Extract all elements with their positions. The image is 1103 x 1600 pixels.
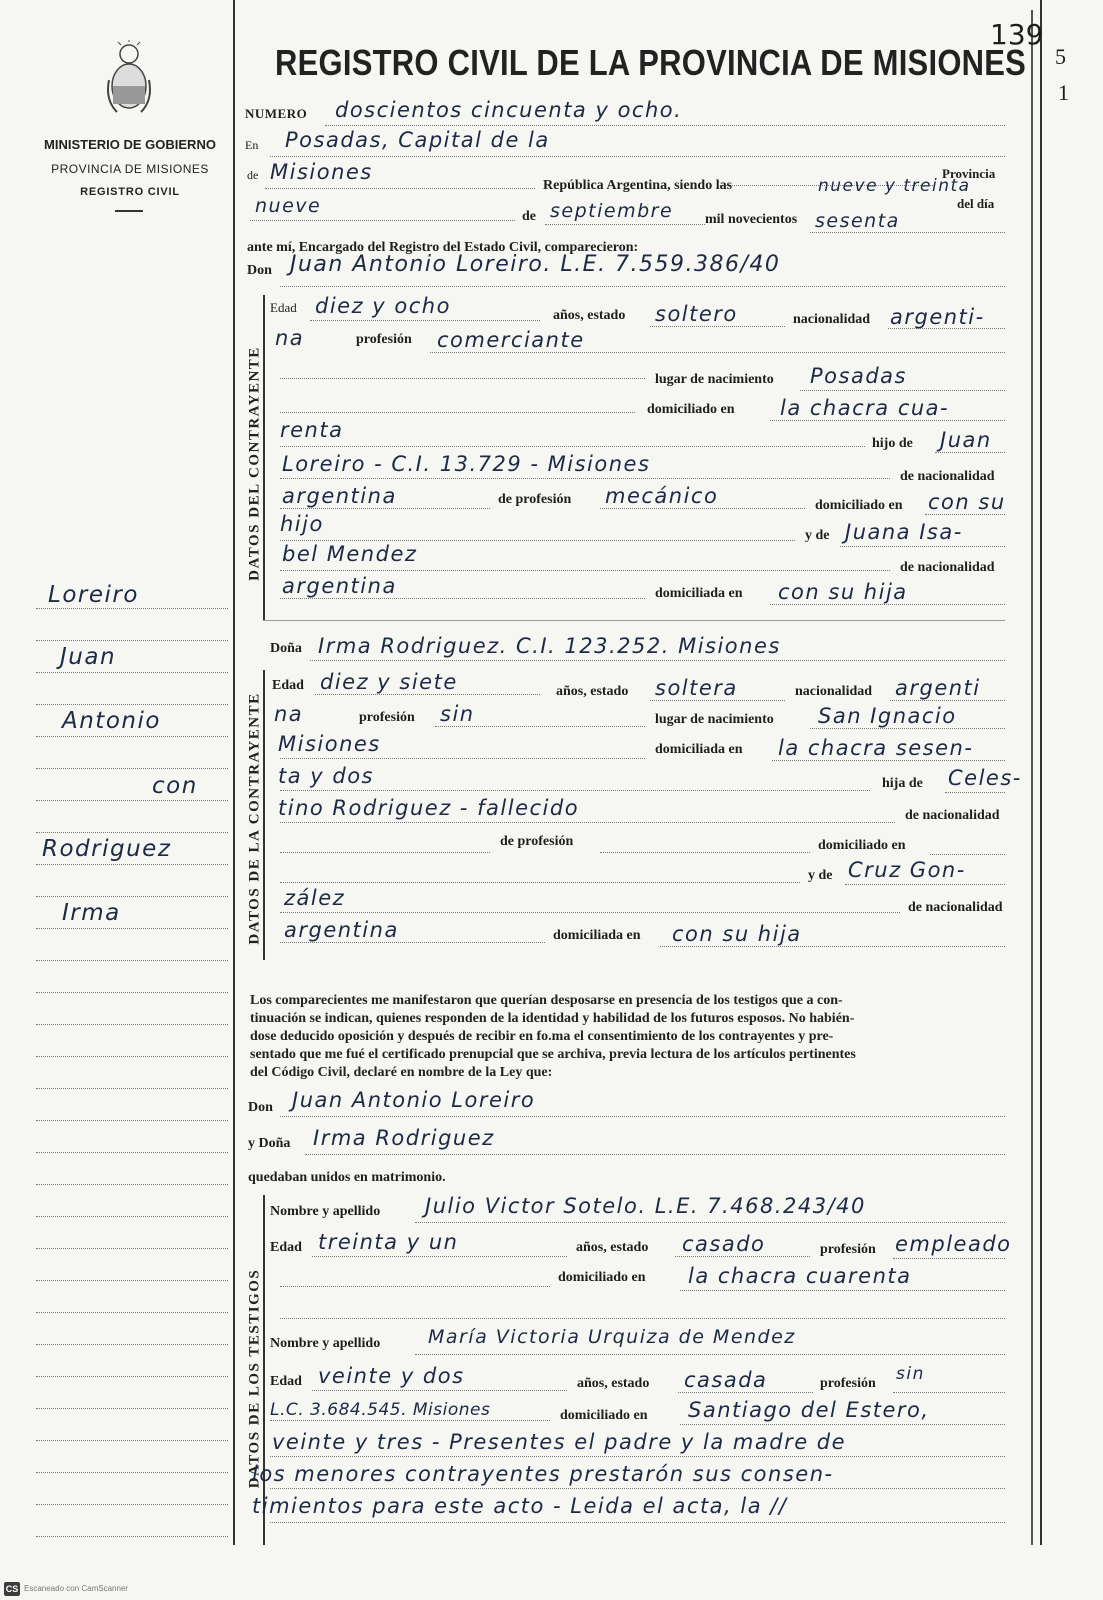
t1-edad-value: treinta y un — [318, 1230, 459, 1254]
novio-value: Juan Antonio Loreiro. L.E. 7.559.386/40 — [290, 252, 781, 277]
don-label: Don — [247, 263, 272, 278]
nota-line-2: los menores contrayentes prestarón sus consen- — [252, 1462, 834, 1486]
t2-dom-value: Santiago del Estero, — [688, 1398, 930, 1422]
paragraph-line-3: dose deducido oposición y después de recibir en fo.ma el consentimiento de los contrayentes y pre- — [250, 1029, 834, 1044]
page-number-right: 5 — [1055, 44, 1066, 69]
t1-nombre-label: Nombre y apellido — [270, 1204, 381, 1219]
padre2-b-value: tino Rodriguez - fallecido — [278, 796, 580, 820]
margin-dotted-line — [36, 992, 228, 993]
margin-name-con: con — [152, 773, 198, 799]
madre-a-value: Juana Isa- — [845, 520, 963, 544]
margin-dotted-line — [36, 1504, 228, 1505]
page-number-right-2: 1 — [1058, 80, 1069, 105]
margin-dotted-line — [36, 864, 228, 865]
novia-value: Irma Rodriguez. C.I. 123.252. Misiones — [318, 634, 781, 658]
margin-dotted-line — [36, 768, 228, 769]
t2-doc-value: L.C. 3.684.545. Misiones — [270, 1400, 491, 1420]
novio-prof-value: comerciante — [437, 328, 585, 352]
margin-dotted-line — [36, 800, 228, 801]
margin-dotted-line — [36, 1312, 228, 1313]
provincia-value: Misiones — [270, 160, 373, 184]
margin-dotted-line — [36, 928, 228, 929]
margin-dotted-line — [36, 1536, 228, 1537]
en-label: En — [245, 138, 259, 152]
novia-lugar-label: lugar de nacimiento — [655, 712, 774, 727]
novio-nac-label: nacionalidad — [793, 312, 871, 327]
margin-dotted-line — [36, 1184, 228, 1185]
margin-name-loreiro: Loreiro — [48, 582, 139, 608]
t2-prof-value: sin — [896, 1364, 925, 1384]
paragraph-line-2: tinuación se indican, quienes responden de la identidad y habilidad de los futuros esposos. No habién- — [250, 1011, 855, 1026]
hora-value: nueve y treinta — [818, 176, 971, 196]
margin-dotted-line — [36, 1120, 228, 1121]
t2-estado-value: casada — [684, 1368, 768, 1392]
camscanner-badge: CS — [5, 1584, 19, 1594]
margin-dotted-line — [36, 960, 228, 961]
madre-nac-label: de nacionalidad — [900, 560, 995, 575]
novio-dom-label: domiciliado en — [647, 402, 735, 417]
novia-lugar-b-value: Misiones — [278, 732, 381, 756]
novio-nac-b-value: na — [275, 326, 305, 350]
madre2-dom-value: con su hija — [672, 922, 802, 946]
y-dona-label: y Doña — [248, 1136, 291, 1151]
madre-dom-value: con su hija — [778, 580, 908, 604]
datos-contrayente-label: DATOS DEL CONTRAYENTE — [246, 346, 263, 581]
margin-dotted-line — [36, 1344, 228, 1345]
right-inner-border-line — [1031, 10, 1033, 1545]
padre-prof-label: de profesión — [498, 492, 572, 507]
t2-prof-label: profesión — [820, 1376, 876, 1391]
numero-label: NUMERO — [245, 106, 308, 121]
padre-dom-b-value: hijo — [280, 512, 324, 536]
nota-line-3: timientos para este acto - Leida el acta, la // — [252, 1494, 788, 1518]
madre2-dom-label: domiciliada en — [553, 928, 641, 943]
padre-prof-value: mecánico — [605, 484, 719, 508]
de-mes-label: de — [522, 209, 536, 224]
t2-nombre-label: Nombre y apellido — [270, 1336, 381, 1351]
margin-dotted-line — [36, 1280, 228, 1281]
margin-dotted-line — [36, 896, 228, 897]
madre-y-de-label: y de — [805, 528, 830, 543]
coat-of-arms-icon — [103, 40, 155, 118]
novio-prof-label: profesión — [356, 332, 412, 347]
t2-dom-label: domiciliado en — [560, 1408, 648, 1423]
t1-dom-label: domiciliado en — [558, 1270, 646, 1285]
padre-b-value: Loreiro - C.I. 13.729 - Misiones — [282, 452, 651, 476]
madre2-y-de-label: y de — [808, 868, 833, 883]
republica-label: República Argentina, siendo las — [543, 178, 733, 193]
novia-nac-label: nacionalidad — [795, 684, 873, 699]
novio-nac-a-value: argenti- — [890, 305, 985, 329]
del-dia-label: del día — [957, 196, 995, 211]
t1-edad-label: Edad — [270, 1240, 302, 1255]
madre2-nac-value: argentina — [284, 918, 399, 942]
padre2-nac-label: de nacionalidad — [905, 808, 1000, 823]
padre-nac-label: de nacionalidad — [900, 469, 995, 484]
margin-dotted-line — [36, 1248, 228, 1249]
novia-edad-label: Edad — [272, 678, 304, 693]
novio-lugar-value: Posadas — [810, 364, 907, 388]
margin-name-juan: Juan — [60, 644, 117, 670]
novia-prof-label: profesión — [359, 710, 415, 725]
novia-nac-b-value: na — [274, 702, 304, 726]
novio-estado-value: soltero — [655, 302, 738, 326]
novio-dom-a-value: la chacra cua- — [780, 396, 950, 420]
paragraph-line-4: sentado que me fué el certificado prenupcial que se archiva, previa lectura de los artículos pertinentes — [250, 1047, 856, 1062]
registry-label: REGISTRO CIVIL — [80, 186, 180, 198]
datos-testigos-label: DATOS DE LOS TESTIGOS — [246, 1268, 263, 1489]
madre-dom-label: domiciliada en — [655, 586, 743, 601]
margin-short-rule — [115, 210, 143, 212]
margin-divider-line — [233, 0, 235, 1545]
margin-name-antonio: Antonio — [62, 708, 161, 734]
madre2-nac-label: de nacionalidad — [908, 900, 1003, 915]
ante-label: ante mí, Encargado del Registro del Estado Civil, comparecieron: — [247, 240, 639, 255]
t1-estado-label: años, estado — [576, 1240, 649, 1255]
novia-prof-value: sin — [440, 702, 475, 726]
margin-dotted-line — [36, 704, 228, 705]
mil-label: mil novecientos — [705, 212, 798, 227]
hija-de-label: hija de — [882, 776, 923, 791]
lugar-value: Posadas, Capital de la — [285, 128, 550, 152]
t1-dom-value: la chacra cuarenta — [688, 1264, 912, 1288]
dona-label: Doña — [270, 641, 302, 656]
margin-dotted-line — [36, 1472, 228, 1473]
padre2-prof-label: de profesión — [500, 834, 574, 849]
de-label: de — [247, 168, 259, 182]
margin-name-rodriguez: Rodriguez — [42, 836, 172, 862]
margin-dotted-line — [36, 1088, 228, 1089]
right-border-line — [1040, 0, 1042, 1545]
numero-value: doscientos cincuenta y ocho. — [335, 98, 683, 122]
t2-edad-value: veinte y dos — [318, 1364, 465, 1388]
t1-estado-value: casado — [682, 1232, 766, 1256]
madre-b-value: bel Mendez — [282, 542, 418, 566]
padre2-dom-label: domiciliado en — [818, 838, 906, 853]
provincia-label: Provincia — [942, 166, 996, 181]
margin-dotted-line — [36, 1024, 228, 1025]
don-final-value: Juan Antonio Loreiro — [292, 1088, 536, 1112]
padre-dom-a-value: con su — [928, 490, 1006, 514]
novio-edad-value: diez y ocho — [315, 294, 451, 318]
unidos-label: quedaban unidos en matrimonio. — [248, 1170, 446, 1185]
padre-dom-label: domiciliado en — [815, 498, 903, 513]
madre2-a-value: Cruz Gon- — [848, 858, 966, 882]
datos-la-contrayente-label: DATOS DE LA CONTRAYENTE — [246, 692, 263, 945]
paragraph-line-1: Los comparecientes me manifestaron que querían desposarse en presencia de los testigos que a con- — [250, 993, 843, 1008]
t2-edad-label: Edad — [270, 1374, 302, 1389]
t1-prof-label: profesión — [820, 1242, 876, 1257]
novia-edad-value: diez y siete — [320, 670, 458, 694]
novio-edad-label: Edad — [270, 300, 297, 315]
testigo2-value: María Victoria Urquiza de Mendez — [428, 1326, 796, 1348]
margin-dotted-line — [36, 640, 228, 641]
margin-dotted-line — [36, 1408, 228, 1409]
testigo1-value: Julio Victor Sotelo. L.E. 7.468.243/40 — [425, 1194, 866, 1218]
province-label: PROVINCIA DE MISIONES — [51, 162, 209, 176]
novia-dom-a-value: la chacra sesen- — [778, 736, 974, 760]
margin-dotted-line — [36, 672, 228, 673]
margin-dotted-line — [36, 1152, 228, 1153]
padre-a-value: Juan — [940, 428, 992, 452]
novia-dom-b-value: ta y dos — [278, 764, 374, 788]
t1-prof-value: empleado — [895, 1232, 1012, 1256]
novia-estado-value: soltera — [655, 676, 738, 700]
page-title: REGISTRO CIVIL DE LA PROVINCIA DE MISIONES — [275, 42, 1027, 83]
novia-lugar-a-value: San Ignacio — [818, 704, 957, 728]
margin-dotted-line — [36, 1056, 228, 1057]
mes-value: septiembre — [550, 200, 674, 222]
margin-name-irma: Irma — [62, 900, 121, 926]
novio-estado-label: años, estado — [553, 308, 626, 323]
dona-final-value: Irma Rodriguez — [313, 1126, 495, 1150]
paragraph-line-5: del Código Civil, declaré en nombre de la Ley que: — [250, 1065, 553, 1080]
padre-nac-value: argentina — [282, 484, 397, 508]
dia-value: nueve — [255, 195, 322, 217]
novio-lugar-label: lugar de nacimiento — [655, 372, 774, 387]
margin-dotted-line — [36, 736, 228, 737]
nota-line-1: veinte y tres - Presentes el padre y la madre de — [272, 1430, 847, 1454]
madre-nac-value: argentina — [282, 574, 397, 598]
novia-nac-a-value: argenti — [895, 676, 981, 700]
margin-dotted-line — [36, 1216, 228, 1217]
ministry-label: MINISTERIO DE GOBIERNO — [44, 137, 216, 152]
page-number: 139 — [990, 18, 1044, 51]
margin-dotted-line — [36, 832, 228, 833]
anio-value: sesenta — [815, 210, 900, 232]
hijo-de-label: hijo de — [872, 436, 913, 451]
t2-estado-label: años, estado — [577, 1376, 650, 1391]
novio-dom-b-value: renta — [280, 418, 344, 442]
novia-dom-label: domiciliada en — [655, 742, 743, 757]
margin-dotted-line — [36, 1376, 228, 1377]
margin-dotted-line — [36, 608, 228, 609]
madre2-b-value: zález — [284, 886, 346, 910]
padre2-a-value: Celes- — [948, 766, 1022, 790]
don-final-label: Don — [248, 1100, 273, 1115]
novia-estado-label: años, estado — [556, 684, 629, 699]
declaration-paragraph — [250, 992, 1030, 1082]
margin-dotted-line — [36, 1440, 228, 1441]
camscanner-text: Escaneado con CamScanner — [24, 1584, 129, 1593]
